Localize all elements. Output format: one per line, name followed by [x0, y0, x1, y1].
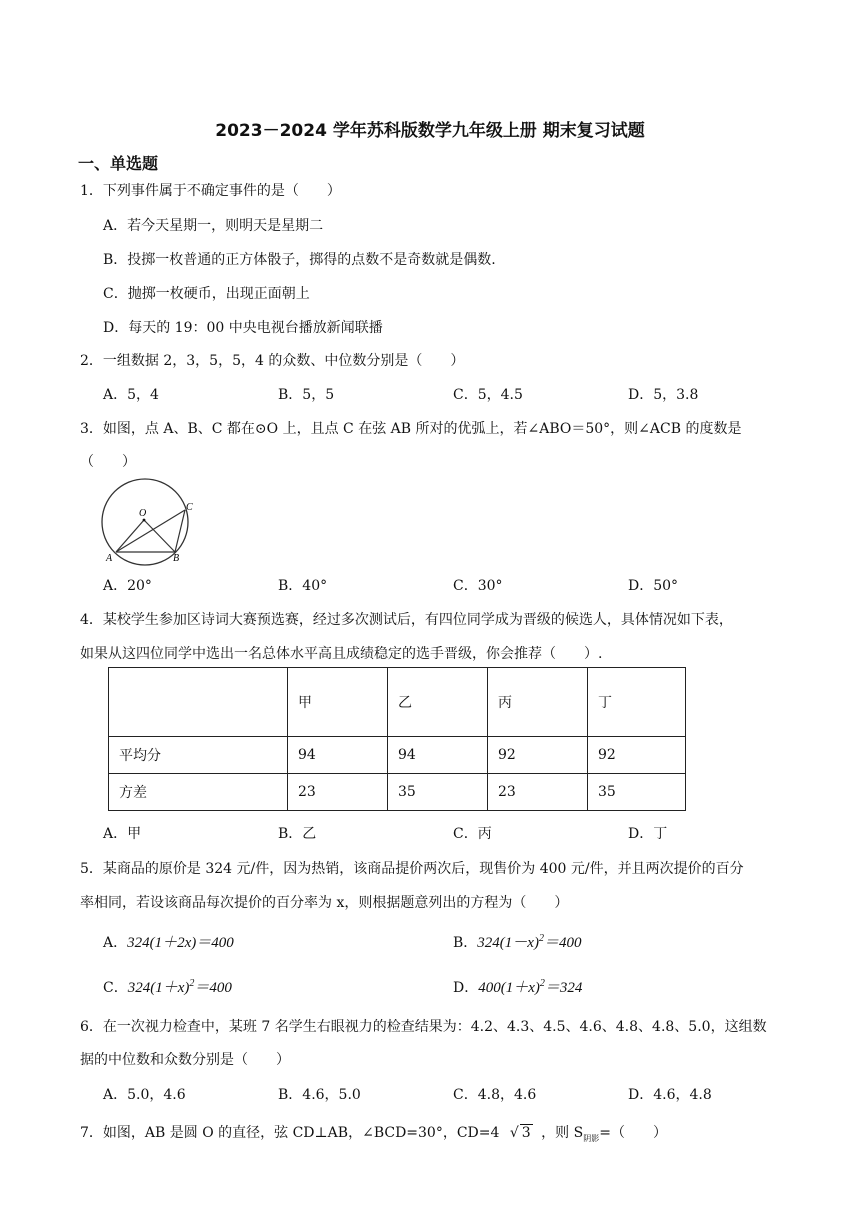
table-header-cell: 丙 — [488, 668, 588, 737]
question-2-option-d: D．5，3.8 — [628, 387, 699, 403]
question-5-stem-line2: 率相同，若设该商品每次提价的百分率为 x，则根据题意列出的方程为（ ） — [80, 895, 569, 911]
segment-bc — [175, 510, 185, 552]
option-label: C． — [103, 980, 128, 996]
question-4-stem-line2: 如果从这四位同学中选出一名总体水平高且成绩稳定的选手晋级，你会推荐（ ）. — [80, 646, 603, 662]
question-1-option-d: D．每天的 19：00 中央电视台播放新闻联播 — [103, 320, 383, 336]
score-table — [108, 667, 686, 811]
equation-b: $324(1-x)^2=400$ — [477, 933, 582, 951]
table-header-row — [109, 668, 686, 737]
question-5-option-c — [103, 976, 232, 997]
label-c: C — [186, 502, 193, 513]
table-header-cell: 丁 — [588, 668, 686, 737]
equation-d: $400(1+x)^2=324$ — [478, 978, 583, 996]
question-5-option-d — [453, 976, 582, 997]
shaded-subscript: 阴影 — [583, 1133, 600, 1143]
question-1-option-b: B．投掷一枚普通的正方体骰子，掷得的点数不是奇数就是偶数. — [103, 252, 496, 268]
table-cell: 35 — [588, 774, 686, 811]
question-3-stem-line1: 3．如图，点 A、B、C 都在⊙O 上，且点 C 在弦 AB 所对的优弧上，若∠ABO＝50°，则∠ACB 的度数是 — [80, 421, 742, 437]
table-cell: 23 — [288, 774, 388, 811]
question-3-option-a: A．20° — [103, 578, 152, 594]
question-1-option-c: C．抛掷一枚硬币，出现正面朝上 — [103, 286, 310, 302]
question-6-option-b: B．4.6，5.0 — [278, 1087, 361, 1103]
table-cell: 94 — [388, 737, 488, 774]
table-header-cell: 乙 — [388, 668, 488, 737]
table-cell: 92 — [488, 737, 588, 774]
table-row — [109, 774, 686, 811]
question-1-stem: 1．下列事件属于不确定事件的是（ ） — [80, 183, 341, 199]
table-cell: 92 — [588, 737, 686, 774]
question-4-option-d: D．丁 — [628, 826, 668, 842]
label-a: A — [106, 553, 113, 564]
table-header-cell — [109, 668, 288, 737]
table-row — [109, 737, 686, 774]
table-header-cell: 甲 — [288, 668, 388, 737]
question-2-option-a: A．5，4 — [103, 387, 159, 403]
label-o: O — [139, 508, 147, 519]
section-heading: 一、单选题 — [78, 154, 159, 173]
option-label: D． — [453, 980, 479, 996]
table-cell: 方差 — [109, 774, 288, 811]
question-5-option-b — [453, 931, 581, 952]
equation-c: $324(1+x)^2=400$ — [127, 978, 232, 996]
center-point — [143, 519, 146, 522]
question-5-option-a — [103, 931, 234, 952]
page-title: 2023－2024 学年苏科版数学九年级上册 期末复习试题 — [215, 121, 645, 141]
question-7-stem: 7．如图，AB 是圆 O 的直径，弦 CD⊥AB，∠BCD=30°，CD=4 √ 3 ，则 $S_{阴影}=$（ ） — [80, 1125, 667, 1143]
sqrt-radicand: 3 — [521, 1125, 531, 1141]
question-3-option-c: C．30° — [453, 578, 503, 594]
question-3-option-d: D．50° — [628, 578, 679, 594]
table-cell: 23 — [488, 774, 588, 811]
question-1-option-a: A．若今天星期一，则明天是星期二 — [103, 218, 324, 234]
question-4-option-c: C．丙 — [453, 826, 492, 842]
question-6-option-a: A．5.0，4.6 — [103, 1087, 186, 1103]
question-6-option-c: C．4.8，4.6 — [453, 1087, 537, 1103]
circle-diagram — [95, 478, 205, 568]
segment-ao — [116, 520, 144, 552]
table-cell: 35 — [388, 774, 488, 811]
question-6-stem-line2: 据的中位数和众数分别是（ ） — [80, 1052, 290, 1068]
table-cell: 94 — [288, 737, 388, 774]
question-6-option-d: D．4.6，4.8 — [628, 1087, 712, 1103]
option-label: B． — [453, 935, 478, 951]
equation-a: 324(1＋2x)＝400 — [127, 935, 234, 951]
segment-ac — [116, 510, 185, 552]
question-4-stem-line1: 4．某校学生参加区诗词大赛预选赛，经过多次测试后，有四位同学成为晋级的候选人，具体情况如下表， — [80, 612, 733, 628]
question-4-option-a: A．甲 — [103, 826, 142, 842]
question-2-option-c: C．5，4.5 — [453, 387, 523, 403]
question-5-stem-line1: 5．某商品的原价是 324 元/件，因为热销，该商品提价两次后，现售价为 400 元/件，并且两次提价的百分 — [80, 861, 744, 877]
question-3-stem-line2: （ ） — [80, 454, 136, 470]
table-cell: 平均分 — [109, 737, 288, 774]
question-2-option-b: B．5，5 — [278, 387, 335, 403]
option-label: A． — [103, 935, 128, 951]
question-4-option-b: B．乙 — [278, 826, 317, 842]
question-6-stem-line1: 6．在一次视力检查中，某班 7 名学生右眼视力的检查结果为：4.2、4.3、4.5、4.6、4.8、4.8、5.0，这组数 — [80, 1019, 767, 1035]
segment-ob — [144, 520, 175, 552]
question-3-option-b: B．40° — [278, 578, 328, 594]
question-2-stem: 2．一组数据 2，3，5，5，4 的众数、中位数分别是（ ） — [80, 353, 465, 369]
label-b: B — [173, 553, 180, 564]
